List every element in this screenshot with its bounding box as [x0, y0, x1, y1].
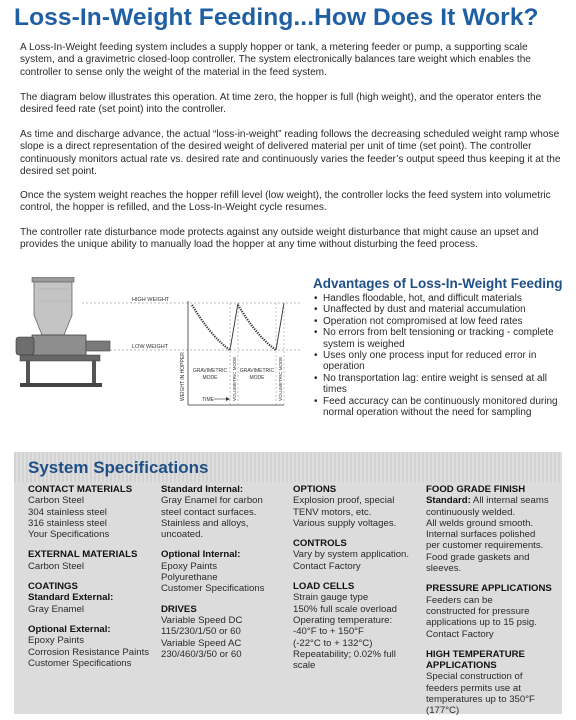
list-item: • Handles floodable, hot, and difficult materials: [314, 293, 522, 304]
refill-paragraph: Once the system weight reaches the hopper refill level (low weight), the controller locks the feed system into volumetric control, the hopper is refilled, and the Loss-In-Weight cycle resumes.: [20, 190, 551, 214]
specs-column-2: Standard Internal: Gray Enamel for carbon steel contact surfaces. Stainless and alloys, uncoated. Optional Internal: Epoxy Paints Polyurethane Customer Specifications DRIVES Variable Speed DC 115/230/1/50 or 60 Variable Speed AC 230/460/3/50 or 60: [161, 484, 293, 660]
bullet-icon: •: [314, 395, 318, 407]
external-materials-heading: EXTERNAL MATERIALS: [28, 549, 138, 561]
bullet-icon: •: [314, 293, 318, 304]
volumetric-mode-label-2: VOLUMETRIC MODE: [278, 356, 283, 401]
options-heading: OPTIONS: [293, 484, 337, 495]
advantages-list: [313, 293, 571, 418]
diagram-intro-paragraph: The diagram below illustrates this operation. At time zero, the hopper is full (high weight), and the operator enters the desired feed rate (set point) into the controller.: [20, 92, 542, 116]
bullet-icon: •: [314, 350, 318, 362]
feeder-illustration: [16, 277, 110, 387]
disturbance-paragraph: The controller rate disturbance mode protects against any outside weight disturbance that might cause an upset and provides the unique ability to manually load the hopper at any time without disturbing the feed process.: [20, 227, 539, 251]
high-weight-label: HIGH WEIGHT: [132, 297, 170, 303]
specs-title: System Specifications: [28, 458, 209, 477]
specs-column-1: CONTACT MATERIALS Carbon Steel 304 stainless steel 316 stainless steel Your Specifications EXTERNAL MATERIALS Carbon Steel COATINGS Standard External: Gray Enamel Optional External: Epoxy Paints Corrosion Resistance Paints Customer Specifications: [28, 484, 160, 669]
pressure-applications-heading: PRESSURE APPLICATIONS: [426, 583, 552, 595]
bullet-icon: •: [314, 372, 318, 384]
list-item: • Feed accuracy can be continuously monitored during normal operation without the need for sampling: [314, 395, 558, 419]
gravimetric-mode-label-2: GRAVIMETRIC: [239, 368, 275, 374]
coatings-heading: COATINGS: [28, 581, 78, 593]
standard-internal-heading: Standard Internal:: [161, 484, 244, 495]
drives-heading: DRIVES: [161, 603, 197, 615]
list-item: • Uses only one process input for reduced error in operation: [314, 350, 537, 373]
list-item: • No errors from belt tensioning or tracking - complete system is weighed: [314, 327, 554, 350]
list-item: • Operation not compromised at low feed rates: [314, 315, 523, 327]
bullet-icon: •: [314, 304, 318, 316]
weight-ramp-paragraph: As time and discharge advance, the actual “loss-in-weight” reading follows the decreasing scheduled weight ramp whose slope is a direct representation of the desired weight of delivered material per unit of time (set point). The controller continuously monitors actual rate vs. desired rate and continuously varies the feeder’s output speed thus keeping it at the desired set point.: [20, 129, 561, 177]
volumetric-mode-label-1: VOLUMETRIC MODE: [232, 356, 237, 401]
intro-paragraph: A Loss-In-Weight feeding system includes a supply hopper or tank, a metering feeder or pump, a supporting scale system, and a gravimetric closed-loop controller. The system electronically balances tare weight which enables the controller to sense only the weight of the material in the feed system.: [20, 42, 531, 78]
controls-heading: CONTROLS: [293, 538, 347, 550]
bullet-icon: •: [314, 315, 318, 327]
weight-in-hopper-label: WEIGHT IN HOPPER: [180, 352, 186, 401]
gravimetric-mode-label-2b: MODE: [249, 375, 265, 381]
bullet-icon: •: [314, 327, 318, 339]
optional-internal-heading: Optional Internal:: [161, 549, 241, 561]
food-grade-heading: FOOD GRADE FINISH: [426, 484, 526, 495]
load-cells-heading: LOAD CELLS: [293, 581, 355, 593]
gravimetric-mode-label-1b: MODE: [202, 375, 218, 381]
time-label: TIME: [202, 397, 214, 403]
gravimetric-mode-label-1: GRAVIMETRIC: [192, 368, 228, 374]
list-item: • Unaffected by dust and material accumulation: [314, 304, 526, 316]
page-title: Loss-In-Weight Feeding...How Does It Work?: [14, 4, 539, 31]
specs-column-3: OPTIONS Explosion proof, special TENV motors, etc. Various supply voltages. CONTROLS Vary by system application. Contact Factory LOAD CELLS Strain gauge type 150% full scale overload Operating temperature: -40°F to + 150°F (-22°C to + 132°C) Repeatability; 0.02% full scale: [293, 484, 425, 671]
contact-materials-heading: CONTACT MATERIALS: [28, 484, 133, 495]
list-item: • No transportation lag: entire weight is sensed at all times: [314, 372, 548, 396]
system-specifications-panel: [14, 452, 562, 717]
advantages-title: Advantages of Loss-In-Weight Feeding: [313, 276, 563, 291]
loss-in-weight-diagram: [12, 277, 308, 417]
high-temperature-heading: HIGH TEMPERATURE: [426, 648, 525, 660]
specs-column-4: FOOD GRADE FINISH Standard: All internal seams continuously welded. All welds ground smooth. Internal surfaces polished per customer requirements. Food grade gaskets and sleeves. PRESSURE APPLICATIONS Feeders can be constructed for pressure applications up to 15 psig. Contact Factory HIGH TEMPERATURE APPLICATIONS Special construction of feeders permits use at temperatures up to 350°F (177°C): [426, 484, 560, 717]
low-weight-label: LOW WEIGHT: [132, 344, 169, 350]
